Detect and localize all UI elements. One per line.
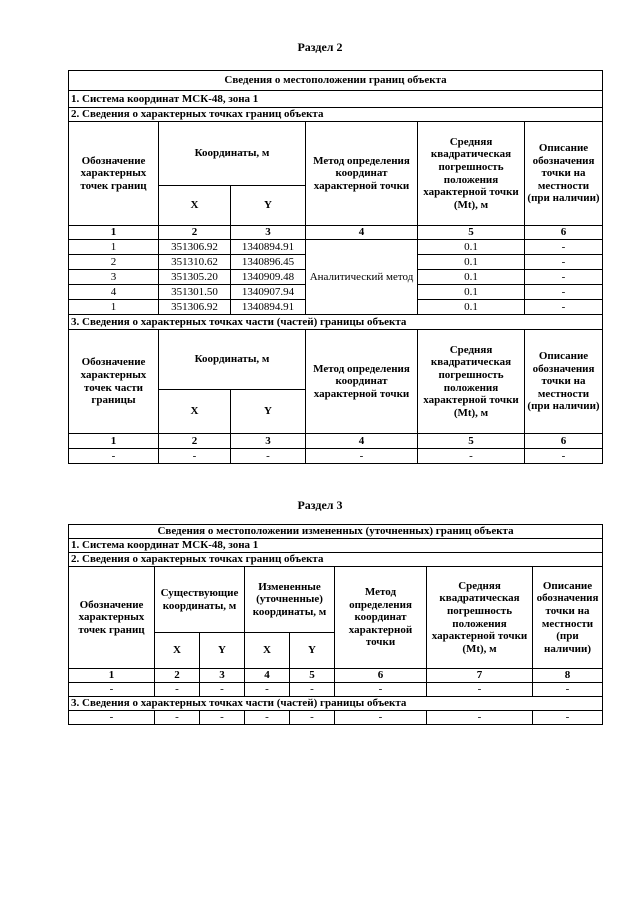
header-description: Описание обозначения точки на местности (при наличии)	[525, 122, 603, 226]
point-desc: -	[525, 240, 603, 255]
point-mt: 0.1	[418, 300, 525, 315]
header-method: Метод определения координат характерной точки	[306, 122, 418, 226]
point-mt: 0.1	[418, 285, 525, 300]
cell-value: -	[200, 711, 245, 725]
cell-value: -	[159, 449, 231, 464]
point-y: 1340894.91	[231, 240, 306, 255]
header-x: X	[245, 633, 290, 669]
cell-value: -	[533, 711, 603, 725]
cell-value: -	[335, 711, 427, 725]
point-number: 4	[69, 285, 159, 300]
col-number: 1	[69, 226, 159, 240]
cell-value: -	[335, 683, 427, 697]
point-x: 351301.50	[159, 285, 231, 300]
parts-header-y: Y	[231, 390, 306, 434]
header-x: X	[159, 186, 231, 226]
points-row: 2. Сведения о характерных точках границ объекта	[69, 553, 603, 567]
col-number: 5	[418, 226, 525, 240]
header-description: Описание обозначения точки на местности (при наличии)	[533, 567, 603, 669]
col-number: 4	[306, 226, 418, 240]
point-desc: -	[525, 285, 603, 300]
section-3-title: Раздел 3	[297, 498, 343, 512]
cell-value: -	[427, 711, 533, 725]
col-number: 1	[69, 434, 159, 449]
col-number: 5	[290, 669, 335, 683]
col-number: 2	[159, 434, 231, 449]
point-number: 1	[69, 240, 159, 255]
table-row	[69, 449, 603, 464]
section-2-table	[68, 70, 603, 464]
point-desc: -	[525, 300, 603, 315]
parts-row: 3. Сведения о характерных точках части (частей) границы объекта	[69, 697, 603, 711]
header-method: Метод определения координат характерной точки	[335, 567, 427, 669]
table-title: Сведения о местоположении измененных (уточненных) границ объекта	[69, 525, 603, 539]
point-number: 3	[69, 270, 159, 285]
header-designation: Обозначение характерных точек границ	[69, 122, 159, 226]
table-row	[69, 683, 603, 697]
cell-value: -	[155, 683, 200, 697]
parts-header-designation: Обозначение характерных точек части границы	[69, 330, 159, 434]
col-number: 3	[200, 669, 245, 683]
cell-value: -	[231, 449, 306, 464]
cell-value: -	[69, 683, 155, 697]
col-number: 6	[525, 226, 603, 240]
section-2-title: Раздел 2	[297, 40, 343, 54]
cell-value: -	[533, 683, 603, 697]
col-number: 6	[335, 669, 427, 683]
section-3-table	[68, 524, 603, 725]
header-changed-coords: Измененные (уточненные) координаты, м	[245, 567, 335, 633]
point-number: 2	[69, 255, 159, 270]
header-coords: Координаты, м	[159, 122, 306, 186]
point-y: 1340907.94	[231, 285, 306, 300]
table-title: Сведения о местоположении границ объекта	[69, 71, 603, 91]
header-y: Y	[200, 633, 245, 669]
point-desc: -	[525, 255, 603, 270]
col-number: 2	[155, 669, 200, 683]
cell-value: -	[69, 711, 155, 725]
point-x: 351306.92	[159, 300, 231, 315]
point-y: 1340909.48	[231, 270, 306, 285]
parts-header-x: X	[159, 390, 231, 434]
cell-value: -	[200, 683, 245, 697]
col-number: 6	[525, 434, 603, 449]
table-row	[69, 240, 603, 255]
cell-value: -	[155, 711, 200, 725]
header-y: Y	[290, 633, 335, 669]
col-number: 8	[533, 669, 603, 683]
point-mt: 0.1	[418, 255, 525, 270]
coord-system-row: 1. Система координат МСК-48, зона 1	[69, 91, 603, 108]
point-x: 351306.92	[159, 240, 231, 255]
header-y: Y	[231, 186, 306, 226]
parts-header-method: Метод определения координат характерной точки	[306, 330, 418, 434]
cell-value: -	[290, 683, 335, 697]
col-number: 2	[159, 226, 231, 240]
cell-value: -	[306, 449, 418, 464]
point-x: 351310.62	[159, 255, 231, 270]
cell-value: -	[69, 449, 159, 464]
point-y: 1340896.45	[231, 255, 306, 270]
parts-header-description: Описание обозначения точки на местности (при наличии)	[525, 330, 603, 434]
cell-value: -	[245, 711, 290, 725]
points-row: 2. Сведения о характерных точках границ объекта	[69, 108, 603, 122]
header-error: Средняя квадратическая погрешность положения характерной точки (Mt), м	[427, 567, 533, 669]
col-number: 7	[427, 669, 533, 683]
col-number: 4	[306, 434, 418, 449]
parts-header-coords: Координаты, м	[159, 330, 306, 390]
cell-value: -	[418, 449, 525, 464]
parts-header-error: Средняя квадратическая погрешность положения характерной точки (Mt), м	[418, 330, 525, 434]
header-designation: Обозначение характерных точек границ	[69, 567, 155, 669]
col-number: 3	[231, 434, 306, 449]
cell-value: -	[290, 711, 335, 725]
point-mt: 0.1	[418, 270, 525, 285]
col-number: 4	[245, 669, 290, 683]
coord-system-row: 1. Система координат МСК-48, зона 1	[69, 539, 603, 553]
header-x: X	[155, 633, 200, 669]
header-existing-coords: Существующие координаты, м	[155, 567, 245, 633]
col-number: 3	[231, 226, 306, 240]
point-number: 1	[69, 300, 159, 315]
method-value: Аналитический метод	[306, 240, 418, 315]
point-mt: 0.1	[418, 240, 525, 255]
cell-value: -	[427, 683, 533, 697]
table-row	[69, 711, 603, 725]
col-number: 1	[69, 669, 155, 683]
cell-value: -	[245, 683, 290, 697]
point-y: 1340894.91	[231, 300, 306, 315]
point-desc: -	[525, 270, 603, 285]
cell-value: -	[525, 449, 603, 464]
header-error: Средняя квадратическая погрешность положения характерной точки (Mt), м	[418, 122, 525, 226]
parts-row: 3. Сведения о характерных точках части (частей) границы объекта	[69, 315, 603, 330]
point-x: 351305.20	[159, 270, 231, 285]
col-number: 5	[418, 434, 525, 449]
